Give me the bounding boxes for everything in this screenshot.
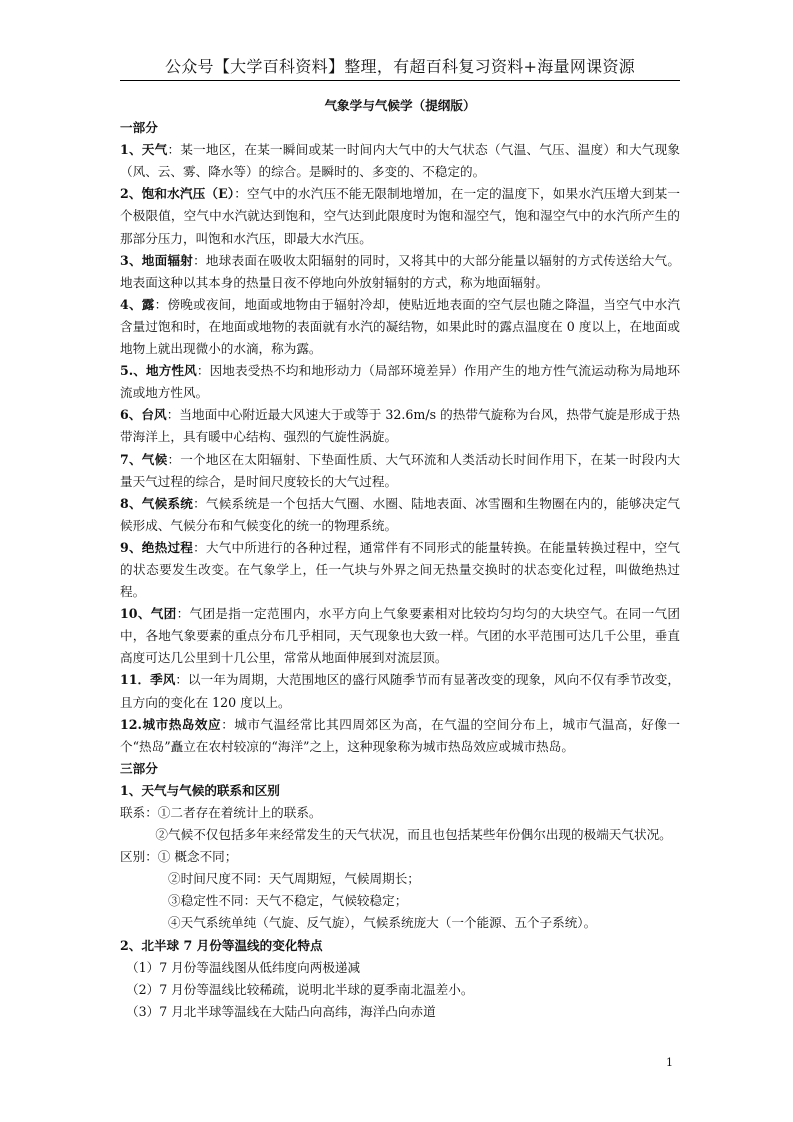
definition-term: 8、气候系统 bbox=[120, 495, 194, 511]
definition-text: ：傍晚或夜间，地面或地物由于辐射冷却，使贴近地表面的空气层也随之降温，当空气中水汽含量过饱和时，在地面或地物的表面就有水汽的凝结物，如果此时的露点温度在 0 度以上，在地面或地物上就出现微小的水滴，称为露。 bbox=[120, 296, 681, 357]
document-body bbox=[120, 95, 680, 1023]
definition-item bbox=[120, 139, 680, 183]
section2-heading: 2、北半球 7 月份等温线的变化特点 bbox=[120, 937, 323, 953]
definition-text: ：因地表受热不均和地形动力（局部环境差异）作用产生的地方性气流运动称为局地环流或地方性风。 bbox=[120, 363, 680, 401]
definition-term: 9、绝热过程 bbox=[120, 539, 194, 555]
part1-heading: 一部分 bbox=[120, 120, 158, 136]
page-header: 公众号【大学百科资料】整理，有超百科复习资料+海量网课资源 bbox=[164, 57, 636, 76]
section1-heading: 1、天气与气候的联系和区别 bbox=[120, 782, 280, 798]
page-number: 1 bbox=[666, 1056, 673, 1069]
definition-term: 10、气团 bbox=[120, 606, 177, 622]
diff-item: ④天气系统单纯（气旋、反气旋），气候系统庞大（一个能源、五个子系统）。 bbox=[168, 915, 597, 931]
definition-text: ：一个地区在太阳辐射、下垫面性质、大气环流和人类活动长时间作用下，在某一时段内大量天气过程的综合，是时间尺度较长的大气过程。 bbox=[120, 451, 681, 489]
definition-term: 3、地面辐射 bbox=[120, 252, 194, 268]
link-item: ①二者存在着统计上的联系。 bbox=[157, 805, 322, 820]
definition-term: 6、台风 bbox=[120, 407, 167, 423]
definition-term: 12.城市热岛效应 bbox=[120, 716, 222, 732]
diff-item: ① 概念不同； bbox=[157, 849, 238, 865]
isotherm-item: （1）7 月份等温线图从低纬度向两极递减 bbox=[126, 959, 361, 975]
definition-item bbox=[120, 294, 680, 360]
definition-item bbox=[120, 360, 680, 404]
link-line bbox=[120, 802, 680, 824]
definition-text: ：气团是指一定范围内，水平方向上气象要素相对比较均匀均匀的大块空气。在同一气团中，各地气象要素的重点分布几乎相同，天气现象也大致一样。气团的水平范围可达几千公里，垂直高度可达几公里到十几公里，常常从地面伸展到对流层顶。 bbox=[120, 606, 681, 666]
definition-item bbox=[120, 250, 680, 294]
definition-term: 2、饱和水汽压（E） bbox=[120, 186, 235, 202]
definition-text: ：当地面中心附近最大风速大于或等于 32.6m/s 的热带气旋称为台风，热带气旋是形成于热带海洋上，具有暖中心结构、强烈的气旋性涡旋。 bbox=[120, 407, 680, 445]
definition-item bbox=[120, 493, 680, 537]
definition-text: ：城市气温经常比其四周郊区为高，在气温的空间分布上，城市气温高，好像一个“热岛”矗立在农村较凉的“海洋”之上，这种现象称为城市热岛效应或城市热岛。 bbox=[120, 716, 680, 754]
header-rule bbox=[120, 80, 680, 81]
isotherm-item: （2）7 月份等温线比较稀疏，说明北半球的夏季南北温差小。 bbox=[126, 981, 474, 997]
diff-item: ③稳定性不同：天气不稳定，气候较稳定； bbox=[168, 893, 408, 909]
definition-item bbox=[120, 669, 680, 713]
diff-label: 区别： bbox=[120, 849, 158, 865]
definition-text: ：以一年为周期，大范围地区的盛行风随季节而有显著改变的现象，风向不仅有季节改变，且方向的变化在 120 度以上。 bbox=[120, 672, 681, 710]
definition-item bbox=[120, 449, 680, 493]
definition-text: ：空气中的水汽压不能无限制地增加，在一定的温度下，如果水汽压增大到某一个极限值，空气中水汽就达到饱和，空气达到此限度时为饱和湿空气，饱和湿空气中的水汽所产生的那部分压力，叫饱和水汽压，即最大水汽压。 bbox=[120, 186, 681, 246]
document-title: 气象学与气候学（提纲版） bbox=[324, 98, 476, 113]
diff-item: ②时间尺度不同：天气周期短，气候周期长； bbox=[168, 871, 420, 887]
definition-item bbox=[120, 714, 680, 758]
definition-term: 7、气候 bbox=[120, 451, 168, 467]
definition-item bbox=[120, 537, 680, 603]
definition-item bbox=[120, 404, 680, 448]
link-label: 联系： bbox=[120, 805, 158, 820]
isotherm-item: （3）7 月北半球等温线在大陆凸向高纬，海洋凸向赤道 bbox=[126, 1003, 436, 1019]
definition-term: 11．季风 bbox=[120, 672, 176, 688]
link-item: ②气候不仅包括多年来经常发生的天气状况，而且也包括某些年份偶尔出现的极端天气状况。 bbox=[155, 827, 672, 843]
definition-item bbox=[120, 183, 680, 249]
definition-term: 5.、地方性风 bbox=[120, 363, 197, 379]
definition-text: ：气候系统是一个包括大气圈、水圈、陆地表面、冰雪圈和生物圈在内的，能够决定气候形成、气候分布和气候变化的统一的物理系统。 bbox=[120, 495, 681, 533]
definition-term: 1、天气 bbox=[120, 142, 168, 158]
definition-item bbox=[120, 603, 680, 669]
part3-heading: 三部分 bbox=[120, 760, 158, 776]
definition-text: ：大气中所进行的各种过程，通常伴有不同形式的能量转换。在能量转换过程中，空气的状态要发生改变。在气象学上，任一气块与外界之间无热量交换时的状态变化过程，叫做绝热过程。 bbox=[120, 539, 681, 600]
definition-text: ：某一地区，在某一瞬间或某一时间内大气中的大气状态（气温、气压、温度）和大气现象（风、云、雾、降水等）的综合。是瞬时的、多变的、不稳定的。 bbox=[120, 142, 681, 180]
diff-line bbox=[120, 846, 680, 868]
definition-term: 4、露 bbox=[120, 296, 155, 312]
definition-text: ：地球表面在吸收太阳辐射的同时，又将其中的大部分能量以辐射的方式传送给大气。地表面这种以其本身的热量日夜不停地向外放射辐射的方式，称为地面辐射。 bbox=[120, 252, 681, 290]
